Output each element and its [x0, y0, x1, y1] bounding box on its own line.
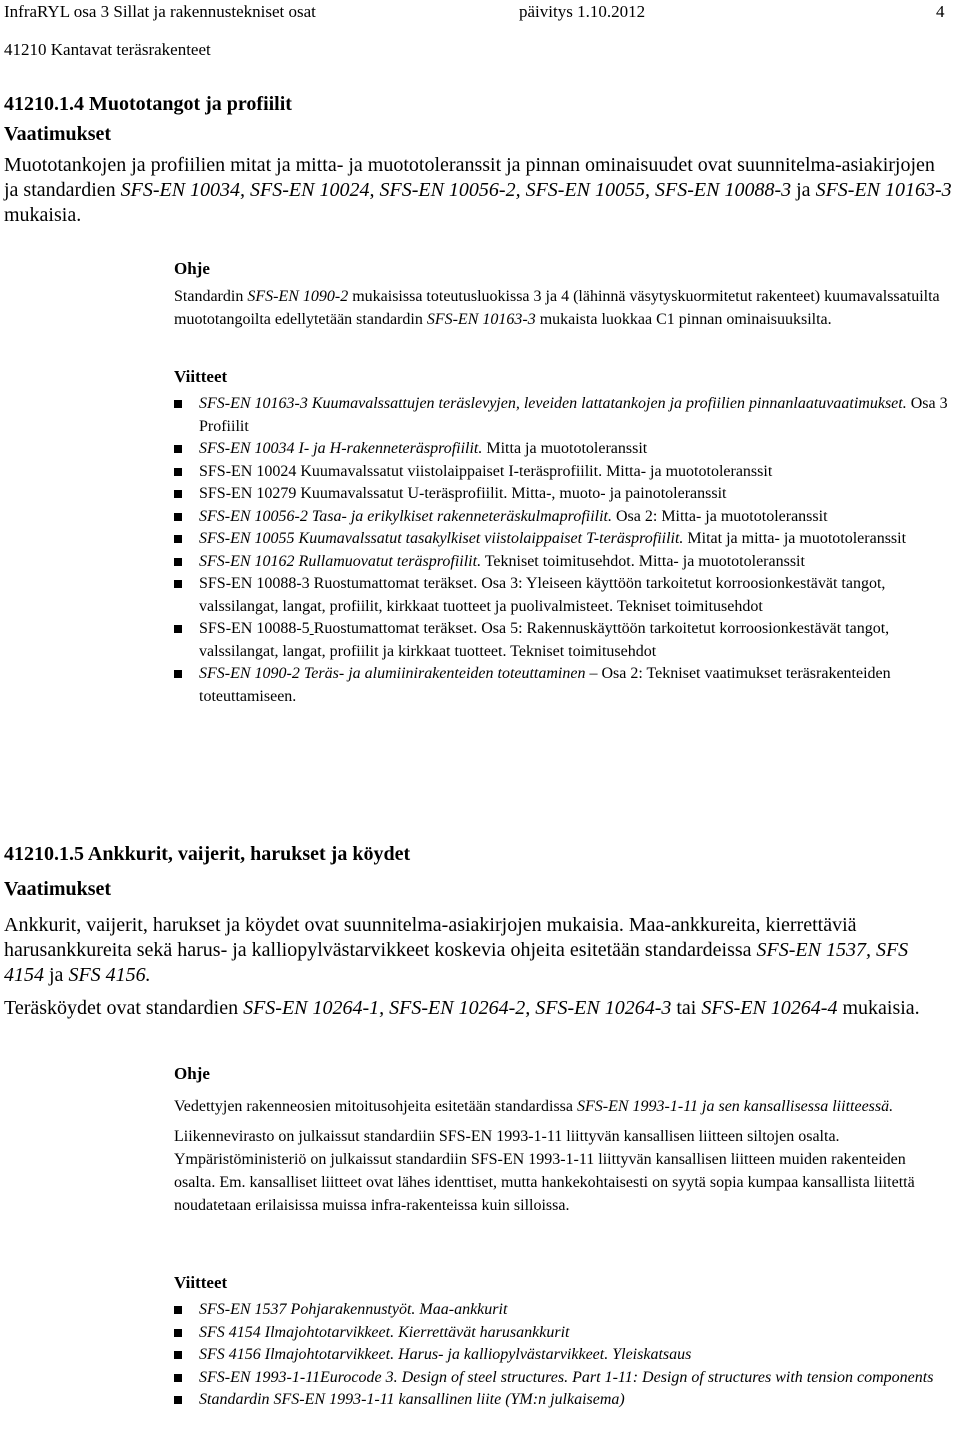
bullet-icon: [174, 1374, 182, 1382]
reference-item: SFS 4154 Ilmajohtotarvikkeet. Kierrettävät harusankkurit: [174, 1322, 959, 1345]
requirements-text: Ankkurit, vaijerit, harukset ja köydet ovat suunnitelma-asiakirjojen mukaisia. Maa-ankkureita, kierrettäviä harusankkureita sekä harus- ja kalliopylvästarvikkeet koskevia ohjeita esitetään standardeissa SFS-EN 1537, SFS 4154 ja SFS 4156.: [4, 914, 909, 986]
bullet-icon: [174, 513, 182, 521]
references-list: [174, 393, 959, 708]
bullet-icon: [174, 670, 182, 678]
wire-ropes-text: Teräsköydet ovat standardien SFS-EN 10264-1, SFS-EN 10264-2, SFS-EN 10264-3 tai SFS-EN 10264-4 mukaisia.: [4, 997, 920, 1019]
reference-item: SFS 4156 Ilmajohtotarvikkeet. Harus- ja kalliopylvästarvikkeet. Yleiskatsaus: [174, 1344, 959, 1367]
page-number: 4: [936, 2, 945, 21]
guide-text-2: Liikennevirasto on julkaissut standardiin SFS-EN 1993-1-11 liittyvän kansallisen liitteen siltojen osalta. Ympäristöministeriö on julkaissut standardiin SFS-EN 1993-1-11 liittyvän kansallisen liitteen muiden rakenteiden osalta. Em. kansalliset liitteet ovat lähes identtiset, mutta hankekohtaisesti on syytä sopia kumpaa kansallista liitettä noudatetaan erilaisissa muissa infra-rakenteissa kuin silloissa.: [174, 1128, 915, 1214]
reference-item: SFS-EN 1993-1-11Eurocode 3. Design of steel structures. Part 1-11: Design of structures with tension components: [174, 1367, 959, 1390]
guide-text-1: Vedettyjen rakenneosien mitoitusohjeita esitetään standardissa SFS-EN 1993-1-11 ja sen kansallisessa liitteessä.: [174, 1098, 894, 1115]
reference-item: SFS-EN 10163-3 Kuumavalssattujen teräslevyjen, leveiden lattatankojen ja profiilien pinnanlaatuvaatimukset. Osa 3 Profiilit: [174, 393, 959, 438]
bullet-icon: [174, 580, 182, 588]
guide-label: Ohje: [174, 259, 210, 278]
reference-item: SFS-EN 10279 Kuumavalssatut U-teräsprofiilit. Mitta-, muoto- ja painotoleranssit: [174, 483, 959, 506]
guide-text: Standardin SFS-EN 1090-2 mukaisissa toteutusluokissa 3 ja 4 (lähinnä väsytyskuormitetut rakenteet) kuumavalssatuilta muototangoilta edellytetään standardin SFS-EN 10163-3 mukaista luokkaa C1 pinnan ominaisuuksilta.: [174, 288, 940, 328]
bullet-icon: [174, 1306, 182, 1314]
reference-item: Standardin SFS-EN 1993-1-11 kansallinen liite (YM:n julkaisema): [174, 1389, 959, 1412]
reference-item: SFS-EN 1090-2 Teräs- ja alumiinirakenteiden toteuttaminen – Osa 2: Tekniset vaatimukset teräsrakenteiden toteuttamiseen.: [174, 663, 959, 708]
bullet-icon: [174, 1396, 182, 1404]
requirements-label: Vaatimukset: [4, 878, 112, 900]
guide-block-1: [174, 258, 960, 331]
bullet-icon: [174, 625, 182, 633]
bullet-icon: [174, 558, 182, 566]
references-label: Viitteet: [174, 367, 228, 386]
requirements-label: Vaatimukset: [4, 123, 112, 145]
section-profiles: [4, 92, 952, 228]
guide-block-2: [174, 1063, 960, 1217]
reference-item: SFS-EN 10088-5 Ruostumattomat teräkset. Osa 5: Rakennuskäyttöön tarkoitetut korroosionkestävät tangot, valssilangat, langat, profiilit ja kirkkaat tuotteet. Tekniset toimitusehdot: [174, 618, 959, 663]
references-label: Viitteet: [174, 1273, 228, 1292]
reference-item: SFS-EN 10055 Kuumavalssatut tasakylkiset viistolaippaiset T-teräsprofiilit. Mitat ja mitta- ja muototoleranssit: [174, 528, 959, 551]
section-heading: 41210.1.4 Muototangot ja profiilit: [4, 93, 292, 115]
reference-item: SFS-EN 10034 I- ja H-rakenneteräsprofiilit. Mitta ja muototoleranssit: [174, 438, 959, 461]
reference-item: SFS-EN 10162 Rullamuovatut teräsprofiilit. Tekniset toimitusehdot. Mitta- ja muototoleranssit: [174, 551, 959, 574]
references-block-1: [174, 366, 959, 708]
bullet-icon: [174, 400, 182, 408]
references-block-2: [174, 1272, 959, 1412]
references-list: [174, 1299, 959, 1412]
bullet-icon: [174, 445, 182, 453]
header-title: InfraRYL osa 3 Sillat ja rakennustekniset osat: [4, 2, 316, 21]
section-anchors: [4, 842, 952, 1021]
section-heading: 41210.1.5 Ankkurit, vaijerit, harukset ja köydet: [4, 843, 411, 865]
header-section: 41210 Kantavat teräsrakenteet: [4, 40, 211, 59]
bullet-icon: [174, 1351, 182, 1359]
bullet-icon: [174, 1329, 182, 1337]
reference-item: SFS-EN 10056-2 Tasa- ja erikylkiset rakenneteräskulmaprofiilit. Osa 2: Mitta- ja muototoleranssit: [174, 506, 959, 529]
header-date: päivitys 1.10.2012: [519, 2, 646, 21]
reference-item: SFS-EN 10024 Kuumavalssatut viistolaippaiset I-teräsprofiilit. Mitta- ja muototoleranssit: [174, 461, 959, 484]
guide-label: Ohje: [174, 1064, 210, 1083]
requirements-text: Muototankojen ja profiilien mitat ja mitta- ja muototoleranssit ja pinnan ominaisuudet ovat suunnitelma-asiakirjojen ja standardien SFS-EN 10034, SFS-EN 10024, SFS-EN 10056-2, SFS-EN 10055, SFS-EN 10088-3 ja SFS-EN 10163-3 mukaisia.: [4, 154, 952, 226]
reference-item: SFS-EN 10088-3 Ruostumattomat teräkset. Osa 3: Yleiseen käyttöön tarkoitetut korroosionkestävät tangot, valssilangat, langat, profiilit, kirkkaat tuotteet ja puolivalmisteet. Tekniset toimitusehdot: [174, 573, 959, 618]
bullet-icon: [174, 535, 182, 543]
bullet-icon: [174, 490, 182, 498]
bullet-icon: [174, 468, 182, 476]
reference-item: SFS-EN 1537 Pohjarakennustyöt. Maa-ankkurit: [174, 1299, 959, 1322]
